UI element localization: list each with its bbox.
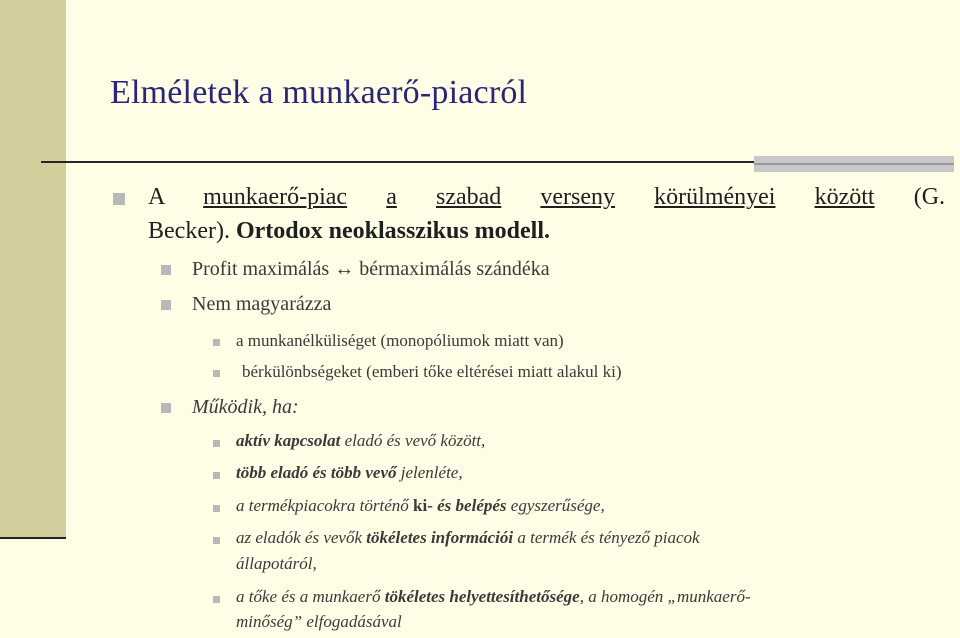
main-point-underlined: között — [814, 184, 875, 210]
title-rule — [41, 161, 795, 163]
bullet-square-icon — [161, 265, 171, 275]
bullet-square-icon — [113, 193, 125, 205]
sub-point-mukodik: Működik, ha: — [192, 396, 299, 418]
main-point-line1 — [148, 184, 945, 211]
condition-item — [236, 463, 463, 483]
bullet-square-icon — [213, 472, 220, 479]
condition-text: az eladók és vevők — [236, 528, 367, 547]
condition-text: egyszerűsége, — [506, 496, 605, 515]
main-point-bold: Ortodox neoklasszikus modell. — [235, 218, 550, 244]
bullet-square-icon — [213, 505, 220, 512]
slide-title: Elméletek a munkaerő-piacról — [110, 74, 528, 111]
condition-item — [236, 587, 751, 607]
side-panel — [0, 0, 66, 538]
condition-bold: tökéletes helyettesíthetősége — [384, 587, 580, 606]
condition-text: a tőke és a munkaerő — [236, 587, 385, 606]
condition-bold: tökéletes információi — [366, 528, 514, 547]
main-point-underlined: munkaerő-piac — [203, 184, 348, 210]
condition-item-continued: minőség” elfogadásával — [236, 612, 402, 631]
condition-bold-plain: ki- — [413, 496, 433, 515]
main-point-underlined: körülményei — [654, 184, 776, 210]
list-item: bérkülönbségeket (emberi tőke eltérései miatt alakul ki) — [242, 362, 622, 381]
sub-point-nem-magyarazza: Nem magyarázza — [192, 293, 332, 315]
bullet-square-icon — [213, 370, 220, 377]
bullet-square-icon — [213, 440, 220, 447]
condition-bold: és belépés — [432, 496, 507, 515]
main-point-line2 — [148, 218, 550, 245]
condition-text: a termék és tényező piacok — [513, 528, 700, 547]
condition-item — [236, 496, 605, 516]
accent-bar-line — [754, 163, 954, 165]
main-point-word: A — [148, 184, 165, 210]
list-item: a munkanélküliséget (monopóliumok miatt van) — [236, 331, 564, 350]
main-point-underlined: verseny — [540, 184, 616, 210]
main-point-underlined: szabad — [435, 184, 502, 210]
condition-item — [236, 528, 700, 548]
sub-point-profit: Profit maximálás ↔ bérmaximálás szándéka — [192, 258, 550, 280]
condition-text: eladó és vevő között, — [340, 431, 486, 450]
condition-item-continued: állapotáról, — [236, 554, 317, 573]
main-point-plain: Becker). — [148, 218, 230, 244]
condition-text: a termékpiacokra történő — [236, 496, 414, 515]
bullet-square-icon — [213, 339, 220, 346]
condition-bold: több eladó és több vevő — [236, 463, 397, 482]
bullet-square-icon — [213, 596, 220, 603]
condition-text: , a homogén „munkaerő- — [579, 587, 751, 606]
bullet-square-icon — [213, 537, 220, 544]
bullet-square-icon — [161, 403, 171, 413]
condition-bold: aktív kapcsolat — [236, 431, 341, 450]
condition-text: jelenléte, — [396, 463, 463, 482]
main-point-underlined: a — [386, 184, 397, 210]
condition-item — [236, 431, 485, 451]
side-panel-divider — [0, 537, 66, 539]
bullet-square-icon — [161, 300, 171, 310]
main-point-word: (G. — [913, 184, 946, 210]
